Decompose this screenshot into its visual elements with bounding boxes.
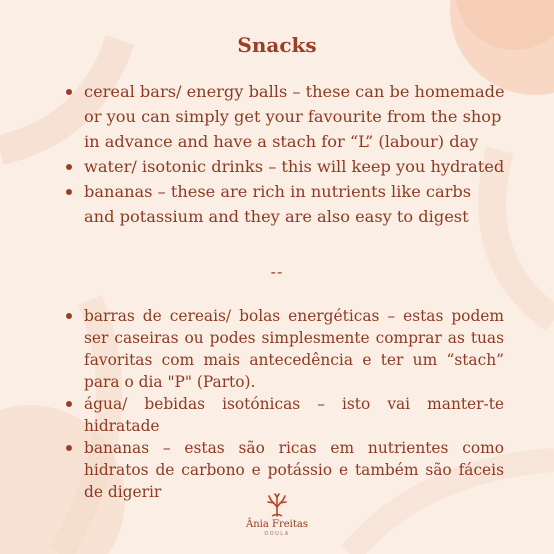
page-title: Snacks — [237, 33, 317, 57]
brand-logo — [227, 493, 327, 553]
list-item-text: cereal bars/ energy balls – these can be homemade or you can simply get your favourite from the shop in advance and have a stach for “L” (labour) day — [84, 82, 505, 151]
bullet-icon — [66, 401, 72, 407]
bullet-icon — [66, 89, 72, 95]
list-item-text: water/ isotonic drinks – this will keep you hydrated — [84, 157, 505, 176]
list-item — [66, 393, 504, 437]
tree-icon — [264, 493, 290, 517]
bullet-icon — [66, 164, 72, 170]
logo-name: Ânia Freitas — [246, 519, 308, 530]
list-item-text: bananas – estas são ricas em nutrientes como hidratos de carbono e potássio e também são fáceis de digerir — [84, 439, 504, 501]
bullet-icon — [66, 445, 72, 451]
bullet-icon — [66, 313, 72, 319]
list-item — [66, 79, 506, 154]
list-item — [66, 179, 506, 229]
bullet-icon — [66, 189, 72, 195]
list-item — [66, 154, 506, 179]
logo-subtitle: DOULA — [264, 531, 290, 537]
list-item-text: água/ bebidas isotónicas – isto vai manter-te hidratade — [84, 395, 504, 435]
section-separator: -- — [270, 262, 284, 281]
list-item-text: bananas – these are rich in nutrients like carbs and potassium and they are also easy to digest — [84, 182, 472, 226]
list-item-text: barras de cereais/ bolas energéticas – estas podem ser caseiras ou podes simplesmente comprar as tuas favoritas com mais antecedência e ter um “stach” para o dia "P" (Parto). — [84, 307, 504, 391]
portuguese-list — [66, 305, 504, 503]
list-item — [66, 305, 504, 393]
english-list — [66, 79, 506, 229]
